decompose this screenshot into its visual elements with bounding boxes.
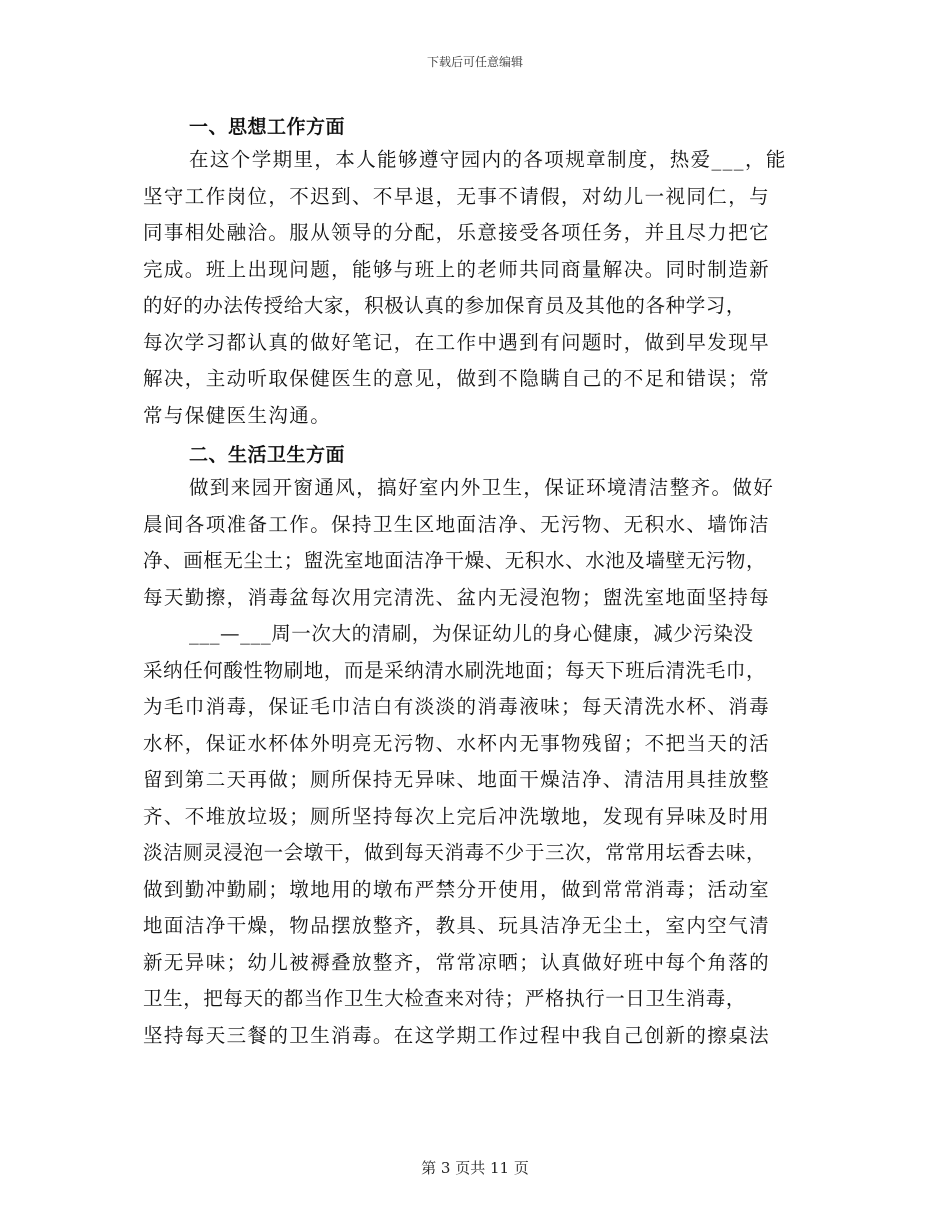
page-number: 第 3 页共 11 页 <box>421 1159 529 1177</box>
paragraph-line: 新无异味；幼儿被褥叠放整齐，常常凉晒；认真做好班中每个角落的 <box>143 950 771 974</box>
paragraph-line: 每次学习都认真的做好笔记，在工作中遇到有问题时，做到早发现早 <box>143 330 771 354</box>
paragraph-line: 的好的办法传授给大家，积极认真的参加保育员及其他的各种学习， <box>143 294 747 317</box>
page-header-note: 下载后可任意编辑 <box>426 55 523 69</box>
paragraph-line: 地面洁净干燥，物品摆放整齐，教具、玩具洁净无尘土，室内空气清 <box>143 914 771 937</box>
paragraph-line: 净、画框无尘土；盥洗室地面洁净干燥、无积水、水池及墙壁无污物， <box>143 549 767 572</box>
paragraph-line: 坚守工作岗位，不迟到、不早退，无事不请假，对幼儿一视同仁，与 <box>143 184 771 208</box>
paragraph-line: 做到来园开窗通风，搞好室内外卫生，保证环境清洁整齐。做好 <box>189 476 775 499</box>
paragraph-line: 为毛巾消毒，保证毛巾洁白有淡淡的消毒液味；每天清洗水杯、消毒 <box>143 695 771 718</box>
paragraph-line: 每天勤擦，消毒盆每次用完清洗、盆内无浸泡物；盥洗室地面坚持每 <box>143 585 771 609</box>
section-heading: 一、思想工作方面 <box>189 116 346 138</box>
paragraph-line: 同事相处融洽。服从领导的分配，乐意接受各项任务，并且尽力把它 <box>143 221 771 244</box>
paragraph-line: 常与保健医生沟通。 <box>143 403 332 427</box>
paragraph-line: 卫生，把每天的都当作卫生大检查来对待；严格执行一日卫生消毒， <box>143 987 747 1010</box>
paragraph-line: 完成。班上出现问题，能够与班上的老师共同商量解决。同时制造新 <box>143 257 771 281</box>
paragraph-line: 齐、不堆放垃圾；厕所坚持每次上完后冲洗墩地，发现有异味及时用 <box>143 804 771 828</box>
paragraph-line: 留到第二天再做；厕所保持无异味、地面干燥洁净、清洁用具挂放整 <box>143 768 771 791</box>
section-heading: 二、生活卫生方面 <box>189 444 346 466</box>
paragraph-line: 晨间各项准备工作。保持卫生区地面洁净、无污物、无积水、墙饰洁 <box>143 512 771 536</box>
paragraph-line: 做到勤冲勤刷；墩地用的墩布严禁分开使用，做到常常消毒；活动室 <box>143 877 771 901</box>
paragraph-line: 水杯，保证水杯体外明亮无污物、水杯内无事物残留；不把当天的活 <box>143 731 771 755</box>
paragraph-line: 淡洁厕灵浸泡一会墩干，做到每天消毒不少于三次，常常用坛香去味， <box>143 841 767 864</box>
paragraph-line: 坚持每天三餐的卫生消毒。在这学期工作过程中我自己创新的擦桌法 <box>143 1023 771 1047</box>
document-body <box>143 112 808 1054</box>
paragraph-line: 解决，主动听取保健医生的意见，做到不隐瞒自己的不足和错误；常 <box>143 367 771 390</box>
paragraph-line: 在这个学期里，本人能够遵守园内的各项规章制度，热爱___，能 <box>189 148 787 171</box>
paragraph-line: 采纳任何酸性物刷地，而是采纳清水刷洗地面；每天下班后清洗毛巾， <box>143 658 767 682</box>
paragraph-line: ___—___周一次大的清刷，为保证幼儿的身心健康，减少污染没 <box>189 622 754 645</box>
